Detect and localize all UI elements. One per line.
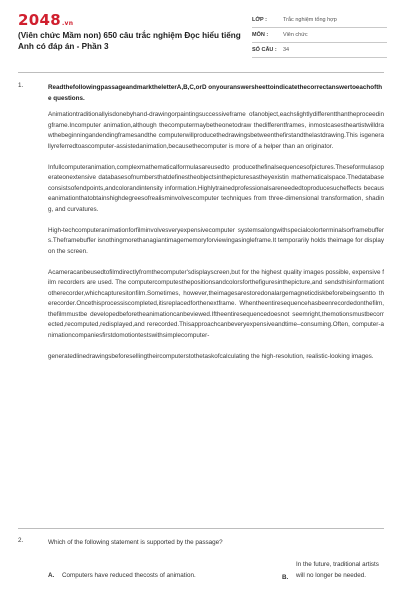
option-text: Computers have reduced thecosts of animation.	[62, 572, 196, 579]
passage-paragraph: generatedlinedrawingsbeforesellingtheircomputerstothetaskofcalculating the high-resolution, realistic-looking images.	[48, 352, 374, 360]
document-title: (Viên chức Mầm non) 650 câu trắc nghiệm Đọc hiểu tiếng Anh có đáp án - Phần 3	[18, 31, 241, 51]
option-letter: A.	[48, 572, 55, 579]
passage-paragraph: Acameracanbeusedtofilmdirectlyfromthecomputer'sdisplayscreen,but for the highest quality images possible, expensive film recorders are used. The computercomputesthepositionsandcolorsforthefiguresinthepicture,and sendsthisinformationtotherecorder,whichcapturesitonfilm.Sometimes, however,theimagesarestoredonalargemagneticdiskbeforebeingsentto therecorder.Oncethisprocessiscompleted,itisreplacedforthenextframe. Whentheentiresequencehasbeenrecordedonthefilm,thefilmmustbe developedbeforetheanimationcanbeviewed.Iftheentiresequencedoesnot seemright,themotionsmustbecorrected,recomputed,redisplayed,and rerecorded.Thisapproachcanbeveryexpensiveandtime–consuming.Often, computer-animationcompaniesfirstdomotiontestswithsimplecomputer-	[48, 268, 384, 339]
meta-label: MÔN :	[252, 32, 269, 38]
reading-passage	[48, 110, 384, 362]
site-logo[interactable]	[18, 11, 73, 29]
passage-paragraph: Infullcomputeranimation,complexmathematicalformulasareusedto producethefinalsequencesofpictures.Theseformulasoperateonextensive databasesofnumbersthatdefinestheobjectsinthepicturesastheyexistin mathematicalspace.Thedatabaseconsistsofendpoints,andcolorandintensity information.Highlytrainedprofessionalsareneededtoproducesucheffects becauseanimationthatobtainshighdegreesofrealisminvolvescomputer techniques from three-dimensional transformation, shading, and curvatures.	[48, 163, 384, 213]
logo-text: 2048	[18, 11, 61, 29]
document-meta	[252, 13, 387, 58]
question-number: 2.	[18, 537, 24, 544]
question-2	[18, 537, 384, 548]
meta-row-subject	[252, 28, 387, 43]
question-1	[18, 82, 384, 104]
meta-row-count	[252, 43, 387, 58]
question-divider	[18, 528, 384, 529]
page-header	[0, 0, 400, 66]
option-text: In the future, traditional artists will no longer be needed.	[296, 561, 379, 579]
question-number: 1.	[18, 82, 24, 89]
logo-tld: .vn	[61, 20, 74, 27]
meta-value: 34	[283, 47, 290, 53]
question-text: Which of the following statement is supported by the passage?	[48, 539, 223, 546]
header-divider	[18, 72, 384, 73]
meta-value: Viên chức	[283, 32, 308, 38]
meta-label: SỐ CÂU :	[252, 47, 277, 53]
answer-option-b[interactable]	[282, 559, 384, 581]
meta-label: LỚP :	[252, 17, 267, 23]
passage-paragraph: Animationtraditionallyisdonebyhand-drawingorpaintingsuccessiveframe ofanobject,eachslightlydifferentthantheproceedingframe.Incomputer animation,although thecomputermaybetheonetodraw thedifferentframes, inmostcasestheartistwilldrawthebeginningandendingframesandthe computerwillproducethedrawingsbetweenthefirstandthelastdrawing.This isgenerallyreferredtoascomputer-assistedanimation,becausethecomputer is more of a helper than an originator.	[48, 111, 384, 150]
answer-option-a[interactable]	[48, 572, 196, 579]
option-letter: B.	[282, 574, 289, 581]
meta-value: Trắc nghiệm tổng hợp	[283, 17, 337, 23]
meta-row-class	[252, 13, 387, 28]
passage-paragraph: High-techcomputeranimationforfilminvolvesveryexpensivecomputer systemsalongwithspecialcolorterminalsorframebuffers.Theframebuffer isnothingmorethanagiantimagememoryforviewingasingleframe.It temporarily holds theimage for display on the screen.	[48, 226, 384, 255]
question-instruction: ReadthefollowingpassageandmarktheletterA,B,C,orD onyouranswersheettoindicatethecorrectanswertoeachofthe questions.	[48, 84, 383, 102]
